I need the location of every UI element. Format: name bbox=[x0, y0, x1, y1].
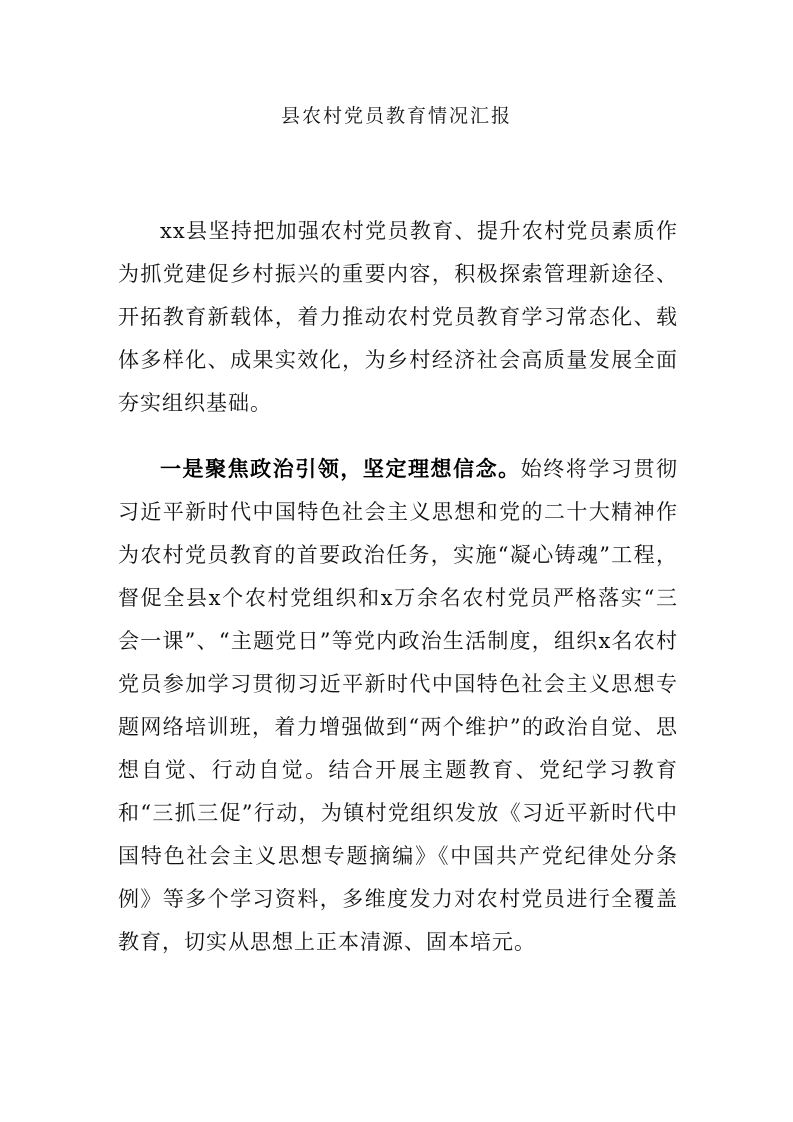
document-title: 县农村党员教育情况汇报 bbox=[280, 105, 512, 127]
paragraph-intro bbox=[118, 210, 678, 425]
paragraph-intro-text: xx县坚持把加强农村党员教育、提升农村党员素质作为抓党建促乡村振兴的重要内容，积极探索管理新途径、开拓教育新载体，着力推动农村党员教育学习常态化、载体多样化、成果实效化，为乡村经济社会高质量发展全面夯实组织基础。 bbox=[118, 219, 678, 415]
paragraph-political-guidance bbox=[118, 447, 678, 964]
paragraph-heading: 一是聚焦政治引领，坚定理想信念。 bbox=[160, 456, 521, 481]
paragraph-body: 始终将学习贯彻习近平新时代中国特色社会主义思想和党的二十大精神作为农村党员教育的首要政治任务，实施“凝心铸魂”工程，督促全县x个农村党组织和x万余名农村党员严格落实“三会一课”、“主题党日”等党内政治生活制度，组织x名农村党员参加学习贯彻习近平新时代中国特色社会主义思想专题网络培训班，着力增强做到“两个维护”的政治自觉、思想自觉、行动自觉。结合开展主题教育、党纪学习教育和“三抓三促”行动，为镇村党组织发放《习近平新时代中国特色社会主义思想专题摘编》《中国共产党纪律处分条例》等多个学习资料，多维度发力对农村党员进行全覆盖教育，切实从思想上正本清源、固本培元。 bbox=[118, 457, 679, 954]
